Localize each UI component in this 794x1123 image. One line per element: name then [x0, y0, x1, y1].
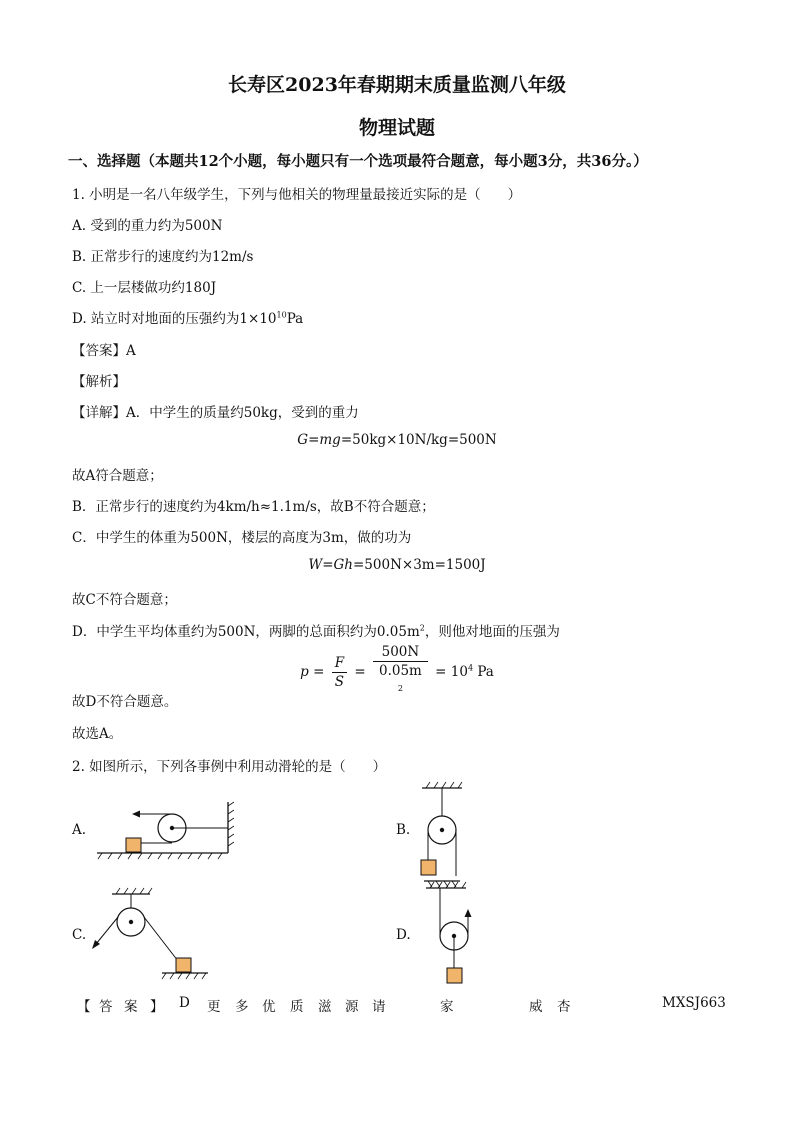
footer-char-7: 多 — [235, 999, 249, 1015]
footer-char-5: D — [179, 995, 190, 1011]
page-subtitle: 物理试题 — [358, 117, 435, 139]
q1-conclusion-a: 故A符合题意； — [72, 468, 163, 484]
footer-char-9: 质 — [290, 999, 304, 1015]
q1-final: 故选A。 — [72, 726, 123, 742]
page-title: 长寿区2023年春期期末质量监测八年级 — [228, 74, 566, 96]
footer-code: MXSJ663 — [662, 995, 726, 1011]
footer-char-10: 滋 — [318, 999, 332, 1015]
fig-label-c: C. — [72, 927, 87, 943]
footer-char-1: 【 — [77, 999, 91, 1015]
pulley-figure-c — [86, 884, 216, 984]
footer-char-3: 案 — [124, 999, 138, 1015]
q1-conclusion-d: 故D不符合题意。 — [72, 694, 178, 710]
footer-char-12: 请 — [372, 999, 386, 1015]
pulley-figure-a — [92, 798, 242, 862]
q1-line-b: B．正常步行的速度约为4km/h≈1.1m/s，故B不符合题意； — [72, 499, 435, 515]
q1-option-d: D. 站立时对地面的压强约为$1\times 10^{10}Pa$ — [72, 310, 304, 327]
q1-line-d: D．中学生平均体重约为500N，两脚的总面积约为$0.05m^2$，则他对地面的压强为 — [72, 623, 560, 640]
pulley-figure-d — [420, 878, 480, 988]
q1-answer: 【答案】A — [72, 343, 136, 359]
fig-label-d: D. — [396, 927, 411, 943]
q1-analysis-label: 【解析】 — [72, 374, 126, 390]
q1-detail-intro: 【详解】A．中学生的质量约50kg，受到的重力 — [72, 405, 359, 421]
formula-work: W=Gh=500N×3m=1500J — [308, 557, 486, 573]
formula-pressure: p = $\frac{F}{S}$ = 500N 0.05m $^2$ = $10^4$ Pa — [300, 644, 494, 693]
question-2-stem: 2. 如图所示，下列各事例中利用动滑轮的是（ ） — [72, 759, 387, 775]
q1-option-b: B. 正常步行的速度约为12m/s — [72, 249, 254, 265]
footer-word-jia: 家 — [440, 999, 454, 1015]
footer-char-4: 】 — [150, 999, 164, 1015]
formula-gravity: G=mg=50kg×10N/kg=500N — [297, 432, 497, 448]
footer-word-xing: 杏 — [557, 999, 571, 1015]
question-1-stem: 1. 小明是一名八年级学生，下列与他相关的物理量最接近实际的是（ ） — [72, 187, 522, 203]
fig-label-b: B. — [396, 822, 411, 838]
q1-conclusion-c: 故C不符合题意； — [72, 592, 177, 608]
footer-word-wei: 威 — [529, 999, 543, 1015]
pulley-figure-b — [414, 778, 470, 890]
q1-option-c: C. 上一层楼做功约180J — [72, 280, 217, 296]
fig-label-a: A. — [72, 822, 87, 838]
footer-char-2: 答 — [99, 999, 113, 1015]
footer-char-11: 源 — [345, 999, 359, 1015]
footer-char-6: 更 — [207, 999, 221, 1015]
section-heading: 一、选择题（本题共12个小题，每小题只有一个选项最符合题意，每小题3分，共36分。） — [68, 153, 648, 170]
q1-option-a: A. 受到的重力约为500N — [72, 218, 223, 234]
footer-char-8: 优 — [262, 999, 276, 1015]
q1-line-c: C．中学生的体重为500N，楼层的高度为3m，做的功为 — [72, 530, 412, 546]
